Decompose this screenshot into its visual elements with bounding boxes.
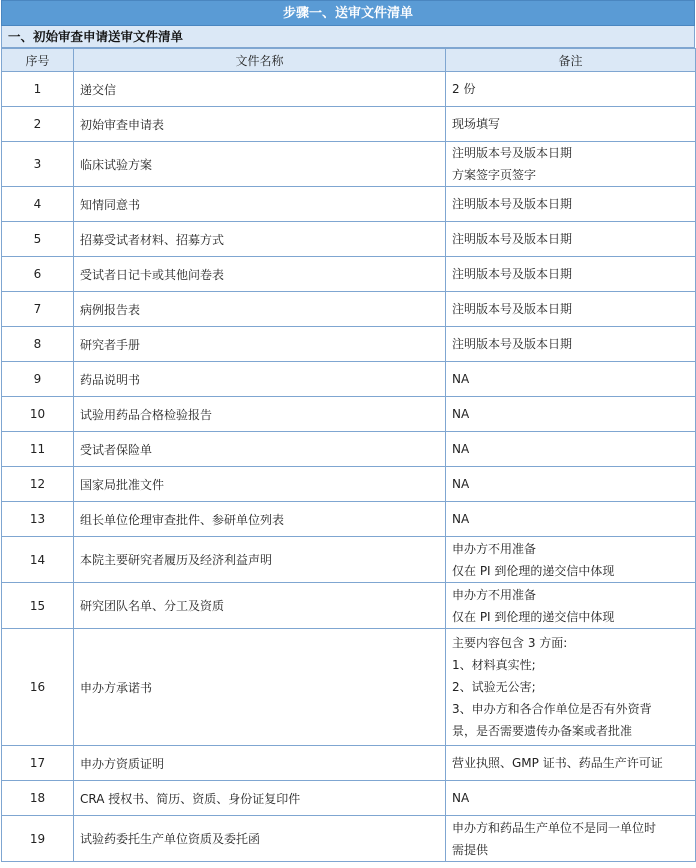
table-header-row <box>2 49 696 72</box>
file-name: 研究者手册 <box>74 327 446 362</box>
note-line: 注明版本号及版本日期 <box>452 197 573 211</box>
note-line: 申办方不用准备 <box>452 587 537 602</box>
file-notes <box>446 502 696 537</box>
file-notes <box>446 72 696 107</box>
note-line: 申办方不用准备 <box>452 541 537 556</box>
table-row <box>2 629 696 746</box>
table-row <box>2 746 696 781</box>
file-notes <box>446 467 696 502</box>
row-number: 3 <box>2 142 74 187</box>
row-number: 8 <box>2 327 74 362</box>
section-heading: 一、初始审查申请送审文件清单 <box>1 26 695 48</box>
file-name: 试验用药品合格检验报告 <box>74 397 446 432</box>
note-line: 注明版本号及版本日期 <box>452 267 573 281</box>
note-line: 2、试验无公害; <box>452 680 536 694</box>
note-line: 注明版本号及版本日期 <box>452 232 573 246</box>
note-line: 仅在 PI 到伦理的递交信中体现 <box>452 609 615 624</box>
file-notes <box>446 397 696 432</box>
file-notes <box>446 187 696 222</box>
file-name: CRA 授权书、简历、资质、身份证复印件 <box>74 781 446 816</box>
file-notes <box>446 816 696 862</box>
file-notes <box>446 222 696 257</box>
note-line: NA <box>452 512 470 526</box>
table-row <box>2 327 696 362</box>
row-number: 15 <box>2 583 74 629</box>
note-line: 注明版本号及版本日期 <box>452 337 573 351</box>
file-name: 初始审查申请表 <box>74 107 446 142</box>
row-number: 16 <box>2 629 74 746</box>
header-file-name: 文件名称 <box>74 49 446 72</box>
note-line: 注明版本号及版本日期 <box>452 146 573 160</box>
note-line: 现场填写 <box>452 117 501 131</box>
row-number: 11 <box>2 432 74 467</box>
table-row <box>2 107 696 142</box>
row-number: 7 <box>2 292 74 327</box>
note-line: 仅在 PI 到伦理的递交信中体现 <box>452 563 615 578</box>
table-row <box>2 432 696 467</box>
note-line: NA <box>452 407 470 421</box>
note-line: 申办方和药品生产单位不是同一单位时 <box>452 820 657 835</box>
file-notes <box>446 327 696 362</box>
row-number: 4 <box>2 187 74 222</box>
file-name: 本院主要研究者履历及经济利益声明 <box>74 537 446 583</box>
note-line: NA <box>452 791 470 805</box>
table-row <box>2 222 696 257</box>
note-line: 需提供 <box>452 842 489 857</box>
note-line: 方案签字页签字 <box>452 168 537 182</box>
file-name: 药品说明书 <box>74 362 446 397</box>
row-number: 12 <box>2 467 74 502</box>
row-number: 19 <box>2 816 74 862</box>
file-notes <box>446 746 696 781</box>
row-number: 18 <box>2 781 74 816</box>
row-number: 1 <box>2 72 74 107</box>
file-notes <box>446 537 696 583</box>
file-notes <box>446 292 696 327</box>
file-notes <box>446 583 696 629</box>
document-sheet <box>1 0 695 862</box>
row-number: 2 <box>2 107 74 142</box>
file-name: 试验药委托生产单位资质及委托函 <box>74 816 446 862</box>
file-name: 知情同意书 <box>74 187 446 222</box>
row-number: 5 <box>2 222 74 257</box>
table-row <box>2 397 696 432</box>
file-name: 组长单位伦理审查批件、参研单位列表 <box>74 502 446 537</box>
row-number: 10 <box>2 397 74 432</box>
table-row <box>2 467 696 502</box>
row-number: 13 <box>2 502 74 537</box>
file-notes <box>446 362 696 397</box>
table-row <box>2 187 696 222</box>
file-name: 病例报告表 <box>74 292 446 327</box>
note-line: 营业执照、GMP 证书、药品生产许可证 <box>452 756 663 770</box>
file-notes <box>446 107 696 142</box>
note-line: 景，是否需要遗传办备案或者批准 <box>452 724 633 738</box>
note-line: NA <box>452 372 470 386</box>
page-title: 步骤一、送审文件清单 <box>1 0 695 26</box>
row-number: 17 <box>2 746 74 781</box>
note-line: 主要内容包含 3 方面: <box>452 636 568 650</box>
table-row <box>2 781 696 816</box>
table-row <box>2 257 696 292</box>
table-row <box>2 537 696 583</box>
table-row <box>2 816 696 862</box>
header-notes: 备注 <box>446 49 696 72</box>
file-name: 招募受试者材料、招募方式 <box>74 222 446 257</box>
note-line: 注明版本号及版本日期 <box>452 302 573 316</box>
table-row <box>2 502 696 537</box>
table-row <box>2 292 696 327</box>
table-row <box>2 583 696 629</box>
note-line: NA <box>452 442 470 456</box>
file-name: 申办方资质证明 <box>74 746 446 781</box>
row-number: 9 <box>2 362 74 397</box>
file-name: 研究团队名单、分工及资质 <box>74 583 446 629</box>
file-name: 申办方承诺书 <box>74 629 446 746</box>
file-name: 临床试验方案 <box>74 142 446 187</box>
file-name: 国家局批准文件 <box>74 467 446 502</box>
file-notes <box>446 257 696 292</box>
note-line: 2 份 <box>452 82 476 96</box>
note-line: 1、材料真实性; <box>452 658 536 672</box>
table-row <box>2 142 696 187</box>
file-name: 递交信 <box>74 72 446 107</box>
row-number: 6 <box>2 257 74 292</box>
file-notes <box>446 629 696 746</box>
table-row <box>2 362 696 397</box>
file-name: 受试者保险单 <box>74 432 446 467</box>
note-line: 3、申办方和各合作单位是否有外资背 <box>452 702 652 716</box>
file-name: 受试者日记卡或其他问卷表 <box>74 257 446 292</box>
file-notes <box>446 781 696 816</box>
file-notes <box>446 142 696 187</box>
header-number: 序号 <box>2 49 74 72</box>
file-list-table <box>1 48 696 862</box>
table-row <box>2 72 696 107</box>
file-notes <box>446 432 696 467</box>
row-number: 14 <box>2 537 74 583</box>
note-line: NA <box>452 477 470 491</box>
